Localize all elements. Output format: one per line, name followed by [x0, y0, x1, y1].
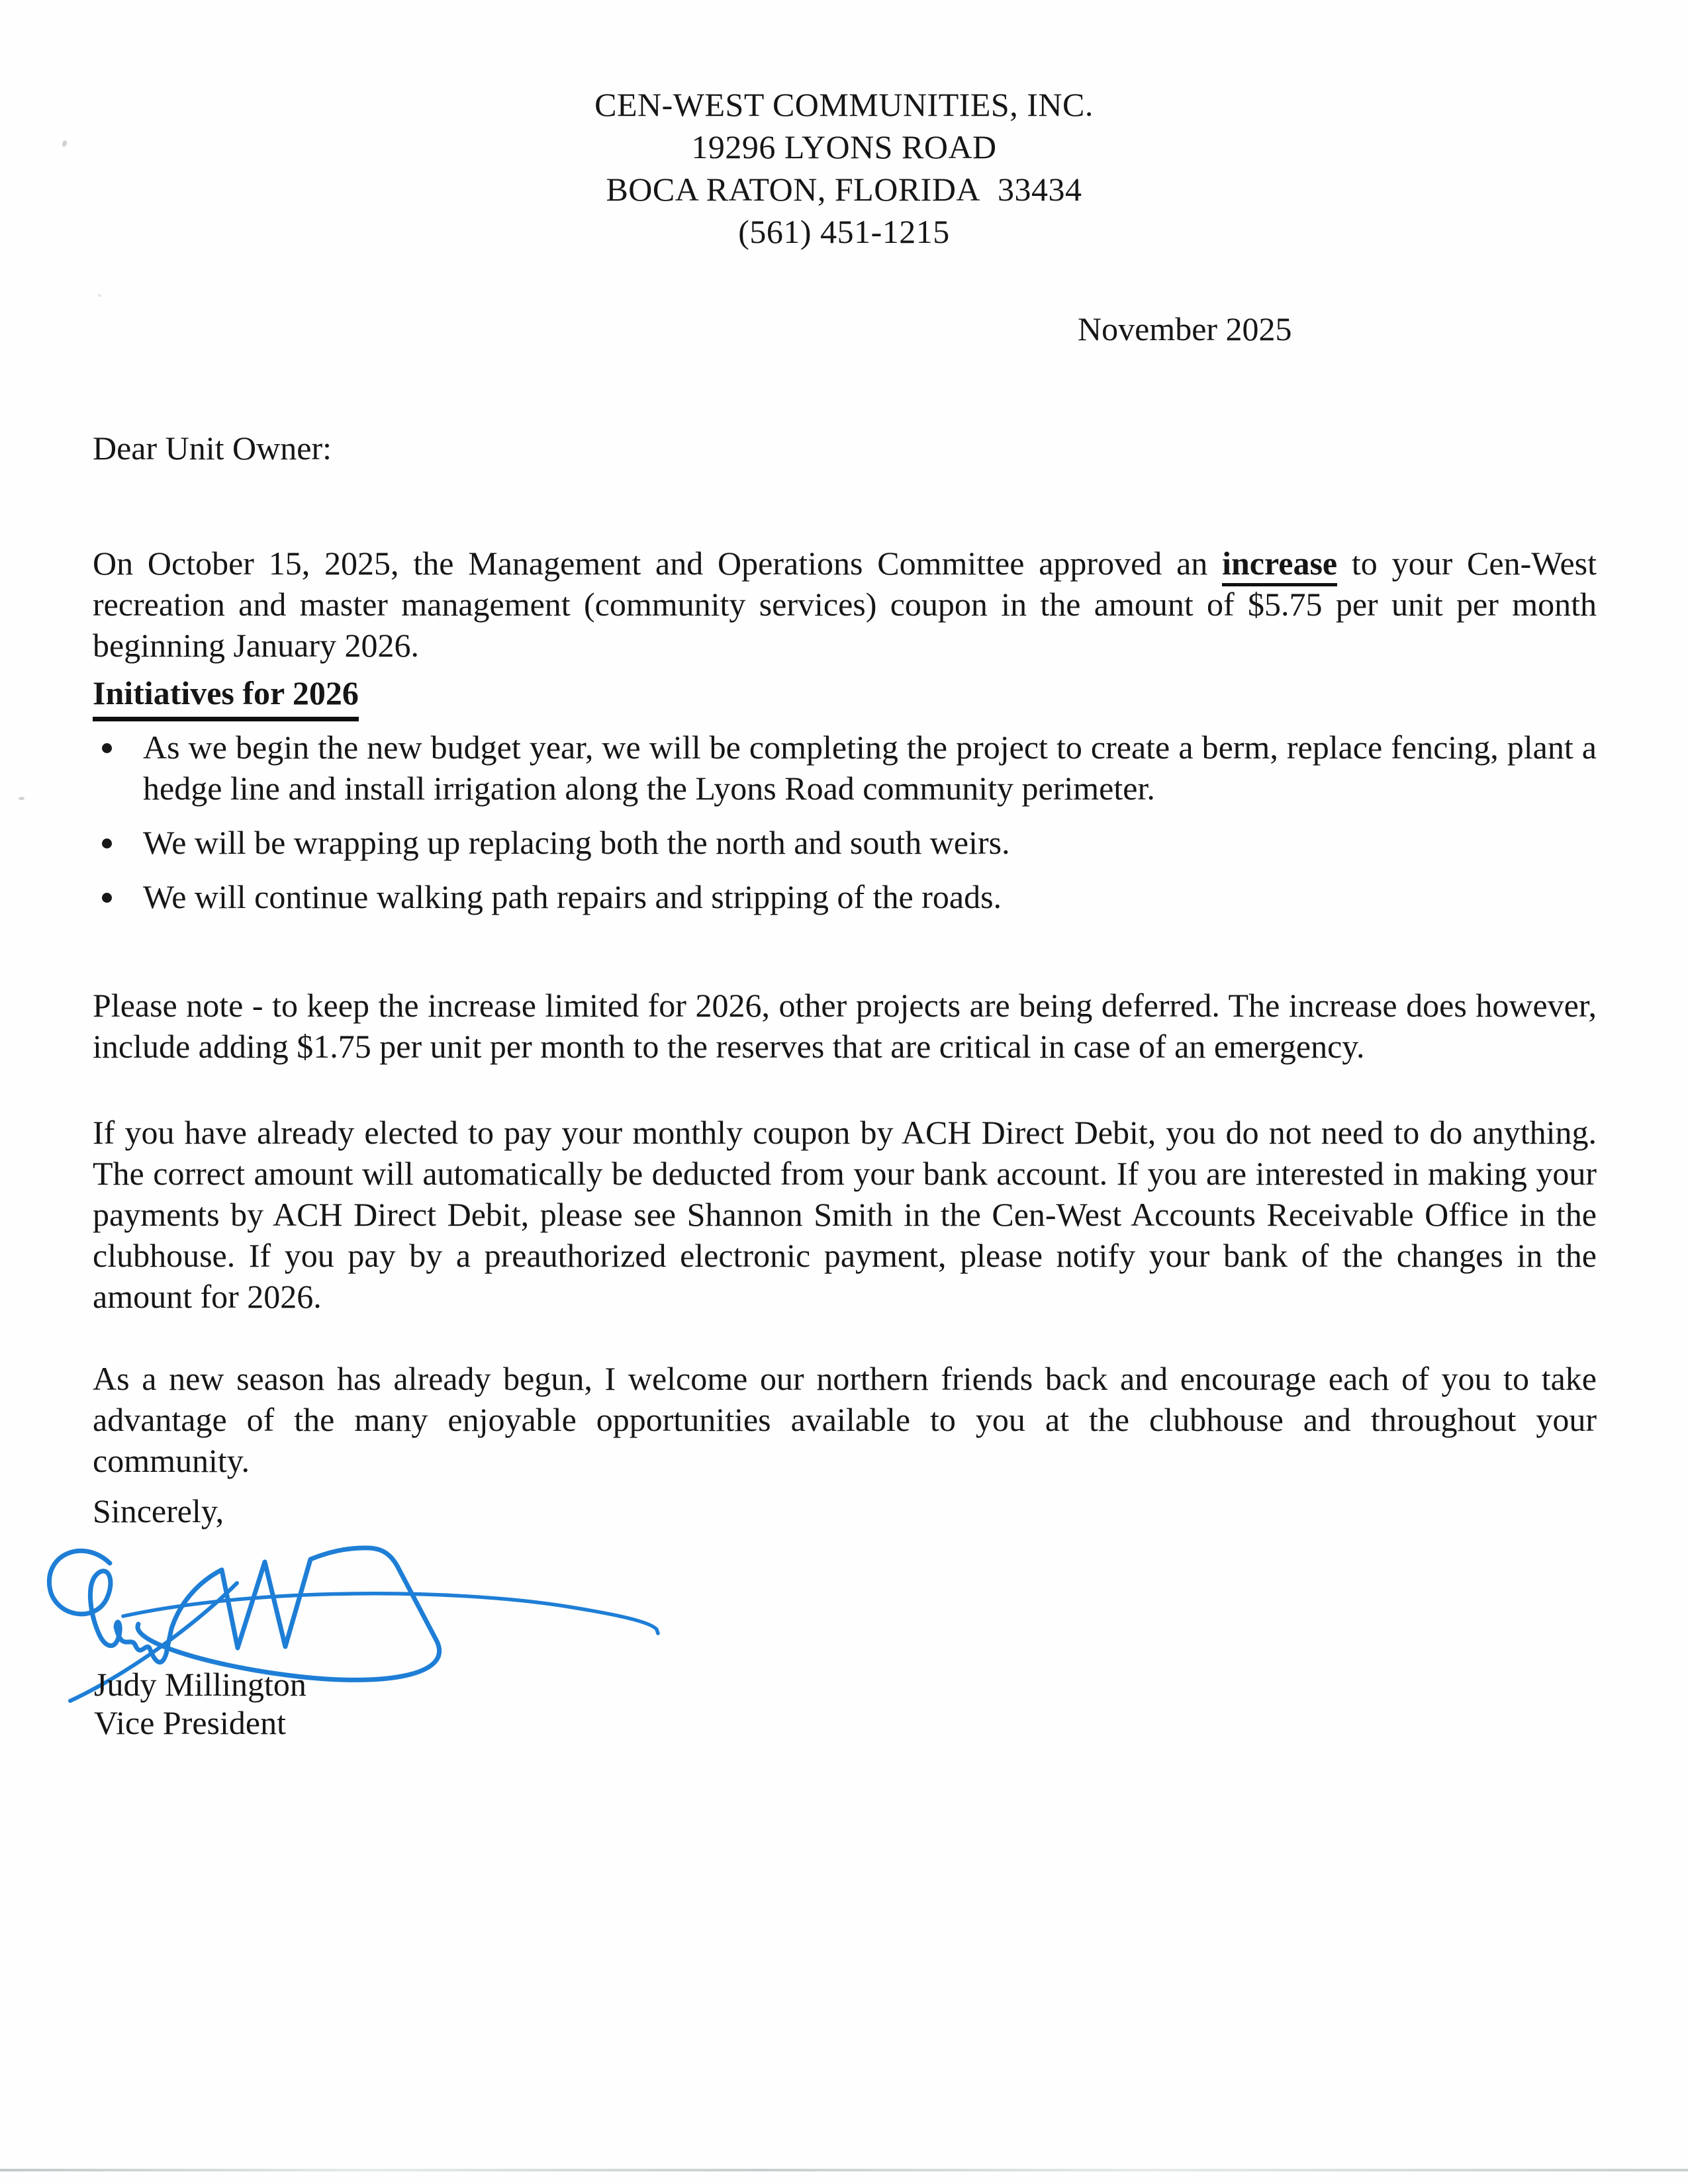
signer-name: Judy Millington — [94, 1666, 306, 1703]
letter-date: November 2025 — [1078, 310, 1292, 347]
increase-emphasis: increase — [1222, 545, 1337, 586]
paragraph-increase-after: to your Cen-West recreation and master management (community services) coupon in the amount of $5.75 per unit per month beginning January 2026. — [93, 545, 1597, 664]
scan-artifact — [19, 797, 24, 800]
initiatives-heading-text: Initiatives for 2026 — [93, 672, 359, 721]
phone-number: (561) 451-1215 — [738, 213, 950, 250]
address-line-1: 19296 LYONS ROAD — [691, 128, 997, 165]
bullet-dot-icon — [102, 839, 112, 848]
closing: Sincerely, — [93, 1492, 224, 1529]
bullet-dot-icon — [102, 743, 112, 753]
letterhead — [0, 83, 1688, 253]
list-item — [93, 822, 1597, 863]
bullet-text: We will be wrapping up replacing both the north and south weirs. — [143, 824, 1010, 861]
bullet-text: We will continue walking path repairs and stripping of the roads. — [143, 878, 1002, 915]
signer-title: Vice President — [94, 1704, 286, 1741]
company-name: CEN-WEST COMMUNITIES, INC. — [594, 86, 1094, 123]
salutation: Dear Unit Owner: — [93, 430, 332, 467]
bullet-dot-icon — [102, 893, 112, 903]
list-item — [93, 727, 1597, 809]
scan-artifact — [98, 294, 101, 297]
initiatives-heading — [93, 672, 359, 721]
paragraph-ach-debit: If you have already elected to pay your monthly coupon by ACH Direct Debit, you do not need to do anything. The correct amount will automatically be deducted from your bank account. If you are interested in making your payments by ACH Direct Debit, please see Shannon Smith in the Cen-West Accounts Receivable Office in the clubhouse. If you pay by a preauthorized electronic payment, please notify your bank of the changes in the amount for 2026. — [93, 1114, 1597, 1315]
scan-artifact-line — [0, 2169, 1688, 2171]
paragraph-welcome: As a new season has already begun, I welcome our northern friends back and encourage each of you to take advantage of the many enjoyable opportunities available to you at the clubhouse and throughout your community. — [93, 1360, 1597, 1479]
bullet-text: As we begin the new budget year, we will be completing the project to create a berm, replace fencing, plant a hedge line and install irrigation along the Lyons Road community perimeter. — [143, 729, 1597, 807]
paragraph-increase-before: On October 15, 2025, the Management and Operations Committee approved an — [93, 545, 1223, 582]
paragraph-increase-notice — [93, 543, 1597, 666]
signature-block — [94, 1665, 306, 1742]
paragraph-deferred-projects: Please note - to keep the increase limited for 2026, other projects are being deferred. The increase does however, include adding $1.75 per unit per month to the reserves that are critical in case of an emergency. — [93, 987, 1597, 1065]
address-line-2: BOCA RATON, FLORIDA 33434 — [606, 171, 1082, 208]
initiatives-list — [93, 727, 1597, 931]
list-item — [93, 876, 1597, 917]
